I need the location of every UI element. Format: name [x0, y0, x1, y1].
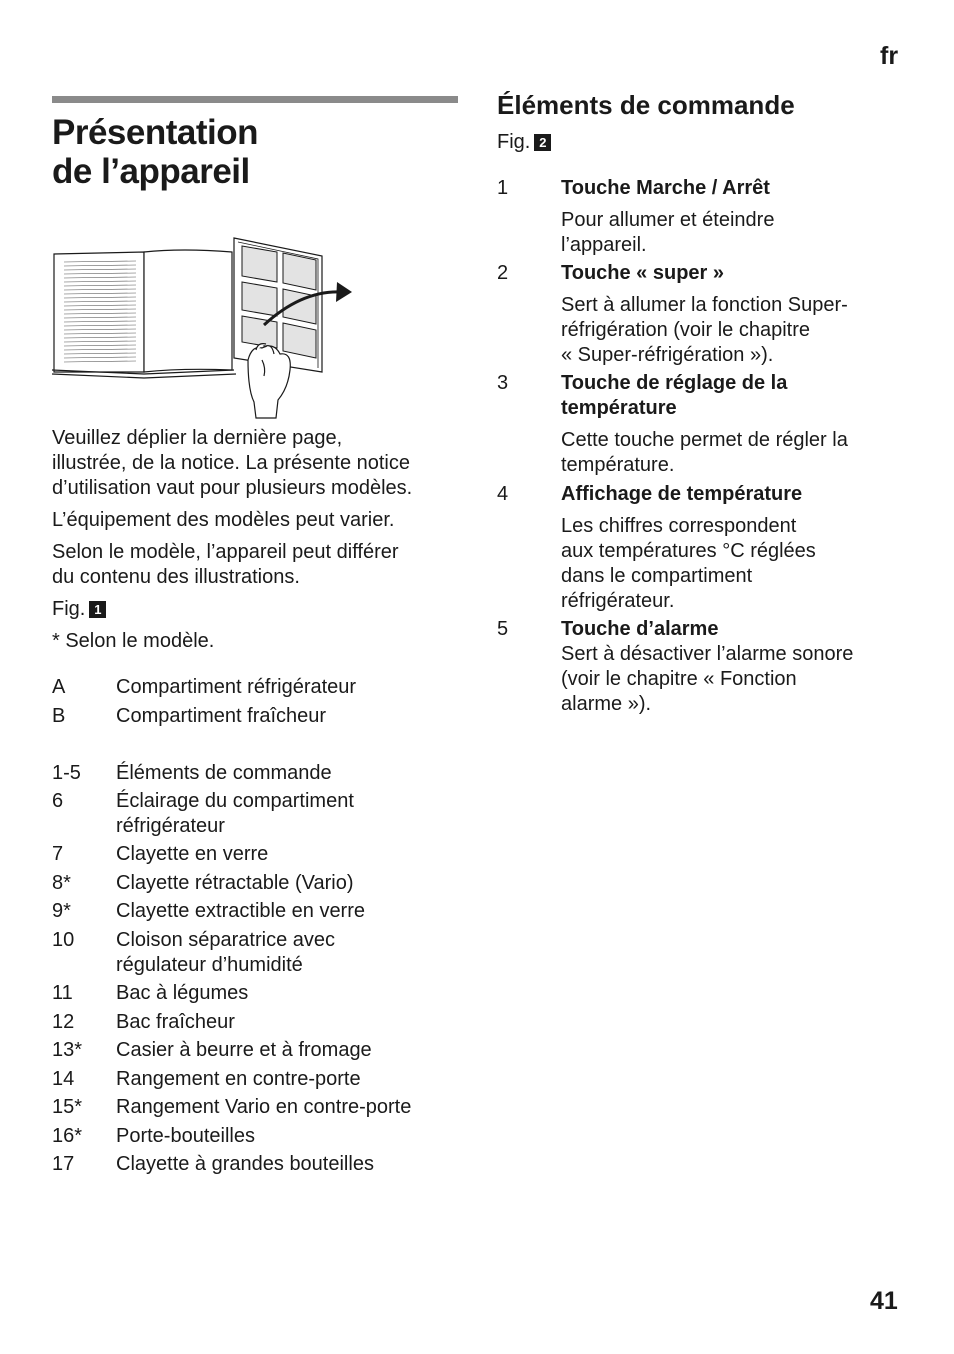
- legend-label: Bac fraîcheur: [116, 1011, 235, 1033]
- control-number: 1: [497, 177, 509, 199]
- legend-label: Compartiment réfrigérateur: [116, 676, 357, 698]
- figure-label: Fig.: [52, 598, 86, 620]
- page-title-line: de l’appareil: [52, 152, 250, 191]
- legend-key: 9*: [52, 900, 71, 922]
- legend-key: 17: [52, 1153, 75, 1175]
- equipment-note: L’équipement des modèles peut varier.: [52, 509, 395, 531]
- legend-key: 8*: [52, 872, 71, 894]
- legend-label: Clayette extractible en verre: [116, 900, 366, 922]
- control-name: Affichage de température: [561, 483, 803, 505]
- intro-paragraph: [52, 426, 462, 501]
- legend-label: Rangement Vario en contre-porte: [116, 1096, 412, 1118]
- legend-label: Casier à beurre et à fromage: [116, 1039, 372, 1061]
- legend-key: 7: [52, 843, 64, 865]
- legend-label: Rangement en contre-porte: [116, 1068, 361, 1090]
- legend-label: Porte-bouteilles: [116, 1125, 255, 1147]
- section-rule: [52, 96, 458, 103]
- control-description: Sert à allumer la fonction Super- réfrigération (voir le chapitre « Super-réfrigération »).: [561, 294, 848, 366]
- legend-label: Cloison séparatrice avec régulateur d’humidité: [116, 929, 335, 976]
- control-number: 2: [497, 262, 509, 284]
- legend-key: 6: [52, 790, 64, 812]
- legend-key: B: [52, 705, 66, 727]
- footnote: * Selon le modèle.: [52, 630, 215, 652]
- control-description: Les chiffres correspondent aux températures °C réglées dans le compartiment réfrigérateur.: [561, 515, 816, 612]
- section-heading: Éléments de commande: [497, 90, 795, 120]
- control-description: Cette touche permet de régler la température.: [561, 429, 848, 476]
- fold-out-page-illustration: [52, 230, 362, 420]
- legend-label: Éléments de commande: [116, 762, 332, 784]
- legend-key: 1-5: [52, 762, 81, 784]
- legend-key: 13*: [52, 1039, 83, 1061]
- legend-key: 15*: [52, 1096, 83, 1118]
- figure-number-badge: 2: [534, 134, 551, 151]
- model-note: [52, 540, 462, 590]
- page-title: [52, 113, 258, 191]
- text-line: d’utilisation vaut pour plusieurs modèles.: [52, 477, 413, 499]
- legend-key: 14: [52, 1068, 75, 1090]
- legend-label: Éclairage du compartiment réfrigérateur: [116, 790, 354, 837]
- control-name: Touche Marche / Arrêt: [561, 177, 770, 199]
- language-tag: fr: [880, 42, 899, 70]
- figure-reference: [497, 130, 551, 155]
- control-name: Touche d’alarme: [561, 618, 719, 640]
- legend-label: Clayette rétractable (Vario): [116, 872, 354, 894]
- legend-key: 12: [52, 1011, 75, 1033]
- control-description: Sert à désactiver l’alarme sonore (voir le chapitre « Fonction alarme »).: [561, 643, 854, 715]
- legend-key: 11: [52, 982, 73, 1004]
- page-number: 41: [870, 1287, 898, 1315]
- control-number: 5: [497, 618, 509, 640]
- text-line: illustrée, de la notice. La présente notice: [52, 452, 410, 474]
- legend-key: 16*: [52, 1125, 83, 1147]
- control-number: 3: [497, 372, 509, 394]
- figure-label: Fig.: [497, 131, 531, 153]
- control-number: 4: [497, 483, 509, 505]
- control-name: Touche « super »: [561, 262, 725, 284]
- legend-label: Clayette en verre: [116, 843, 269, 865]
- control-description: Pour allumer et éteindre l’appareil.: [561, 209, 775, 256]
- figure-reference: [52, 597, 462, 622]
- legend-key: A: [52, 676, 66, 698]
- text-line: du contenu des illustrations.: [52, 566, 300, 588]
- text-line: Selon le modèle, l’appareil peut différer: [52, 541, 399, 563]
- figure-number-badge: 1: [89, 601, 106, 618]
- control-name: Touche de réglage de la température: [561, 372, 788, 419]
- page-title-line: Présentation: [52, 113, 258, 152]
- text-line: Veuillez déplier la dernière page,: [52, 427, 343, 449]
- legend-label: Compartiment fraîcheur: [116, 705, 327, 727]
- legend-label: Bac à légumes: [116, 982, 249, 1004]
- legend-label: Clayette à grandes bouteilles: [116, 1153, 374, 1175]
- legend-key: 10: [52, 929, 75, 951]
